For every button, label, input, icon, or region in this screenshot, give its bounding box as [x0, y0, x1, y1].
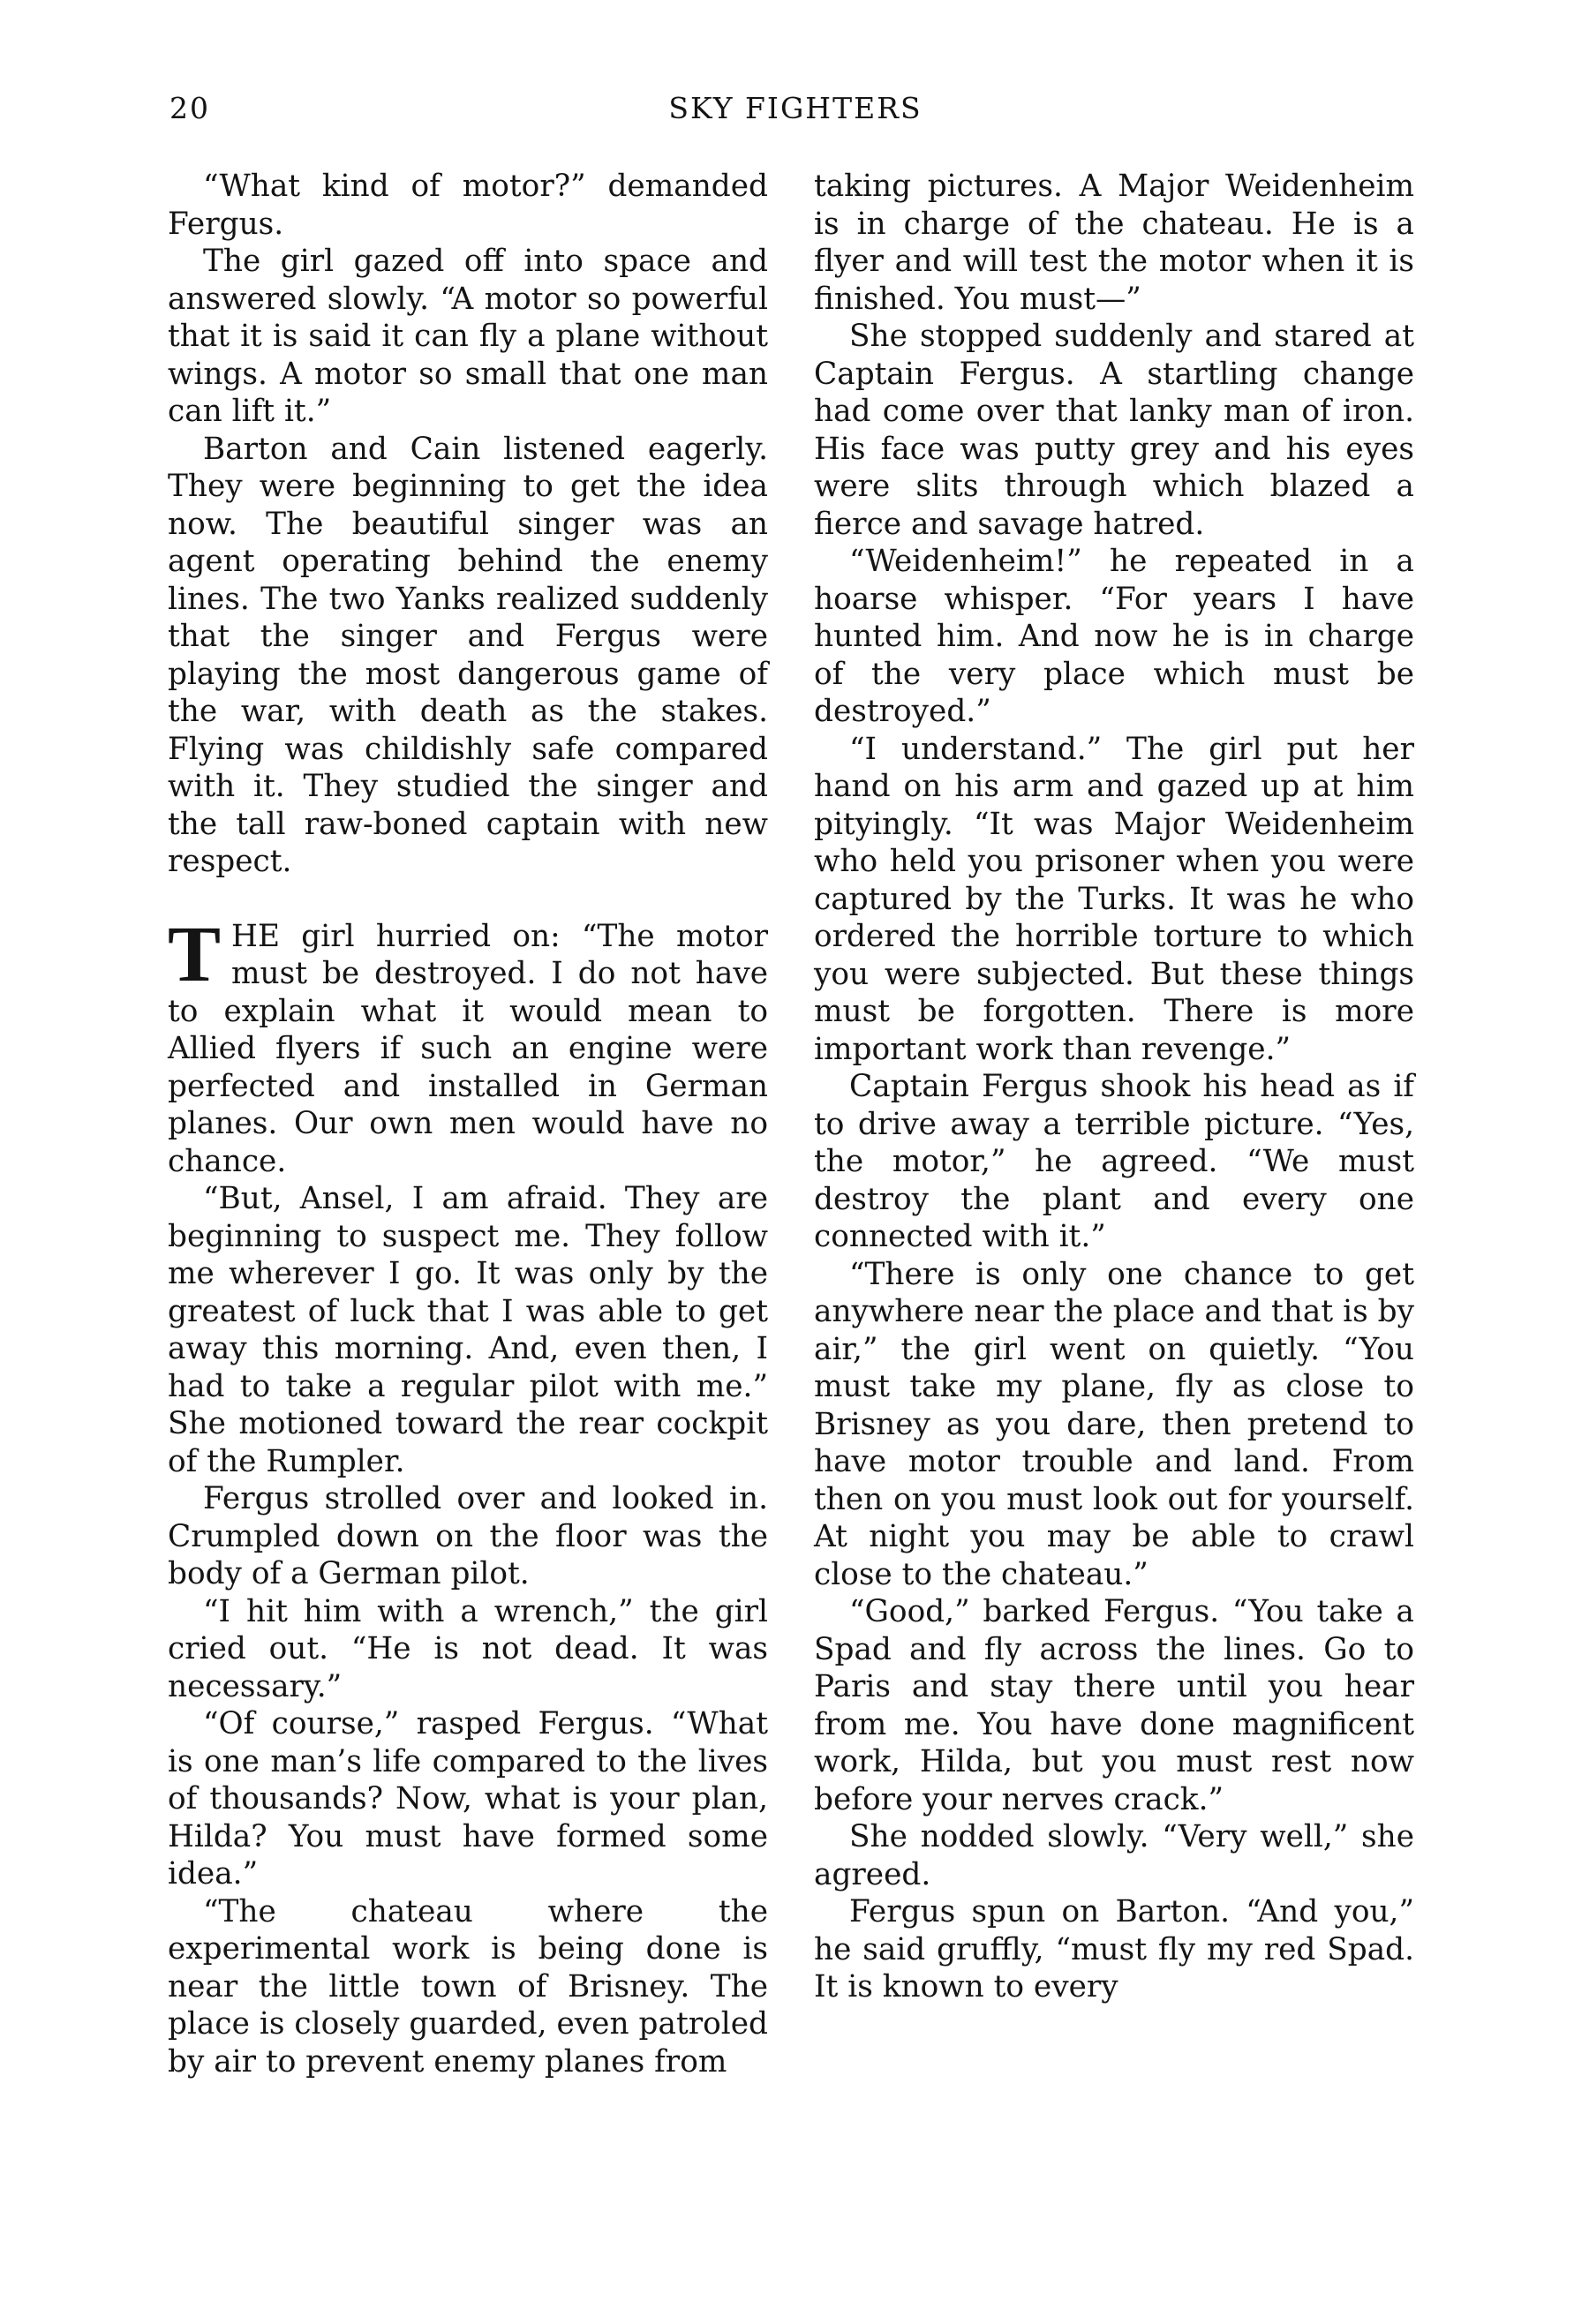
- paragraph: “Weidenheim!” he repeated in a hoarse whisper. “For years I have hunted him. And now he is in charge of the very place which must be destroyed.”: [814, 544, 1414, 729]
- paragraph: “I understand.” The girl put her hand on his arm and gazed up at him pityingly. “It was Major Weidenheim who held you prisoner when you were captured by the Turks. It was he who ordered the horrible torture to which you were subjected. But these things must be forgotten. There is more important work than revenge.”: [814, 731, 1414, 1067]
- paragraph: She stopped suddenly and stared at Captain Fergus. A startling change had come over that lanky man of iron. His face was putty grey and his eyes were slits through which blazed a fierce and savage hatred.: [814, 319, 1414, 542]
- paragraph: The girl gazed off into space and answered slowly. “A motor so powerful that it is said it can fly a plane without wings. A motor so small that one man can lift it.”: [168, 244, 768, 429]
- paragraph: “The chateau where the experimental work is being done is near the little town of Brisney. The place is closely guarded, even patroled by air to prevent enemy planes from: [168, 1893, 768, 2080]
- page-header: [169, 91, 1421, 135]
- page-number: 20: [169, 91, 210, 125]
- running-title: SKY FIGHTERS: [668, 91, 923, 125]
- right-column: [814, 168, 1414, 2006]
- paragraph: She nodded slowly. “Very well,” she agreed.: [814, 1819, 1414, 1892]
- paragraph: “Good,” barked Fergus. “You take a Spad and fly across the lines. Go to Paris and stay there until you hear from me. You have done magnificent work, Hilda, but you must rest now before your nerves crack.”: [814, 1594, 1414, 1817]
- paragraph: “What kind of motor?” demanded Fergus.: [168, 169, 768, 242]
- paragraph: Captain Fergus shook his head as if to drive away a terrible picture. “Yes, the motor,” he agreed. “We must destroy the plant and every one connected with it.”: [814, 1069, 1414, 1254]
- paragraph: “Of course,” rasped Fergus. “What is one man’s life compared to the lives of thousands? Now, what is your plan, Hilda? You must have formed some idea.”: [168, 1706, 768, 1892]
- paragraph: “There is only one chance to get anywhere near the place and that is by air,” the girl went on quietly. “You must take my plane, fly as close to Brisney as you dare, then pretend to have motor trouble and land. From then on you must look out for yourself. At night you may be able to crawl close to the chateau.”: [814, 1256, 1414, 1592]
- paragraph-text: girl hurried on: “The motor must be destroyed. I do not have to explain what it would mean to Allied flyers if such an engine were perfected and installed in German planes. Our own men would have no chance.: [168, 918, 768, 1179]
- paragraph: “I hit him with a wrench,” the girl cried out. “He is not dead. It was necessary.”: [168, 1593, 768, 1704]
- paragraph: Barton and Cain listened eagerly. They were beginning to get the idea now. The beautiful singer was an agent operating behind the enemy lines. The two Yanks realized suddenly that the singer and Fergus were playing the most dangerous game of the war, with death as the stakes. Flying was childishly safe compared with it. They studied the singer and the tall raw-boned captain with new respect.: [168, 431, 768, 879]
- section-opening-paragraph: [168, 910, 768, 1181]
- paragraph: Fergus spun on Barton. “And you,” he said gruffly, “must fly my red Spad. It is known to every: [814, 1894, 1414, 2004]
- paragraph: Fergus strolled over and looked in. Crumpled down on the floor was the body of a German pilot.: [168, 1481, 768, 1591]
- drop-cap: T: [168, 910, 222, 998]
- continued-paragraph: taking pictures. A Major Weidenheim is in charge of the chateau. He is a flyer and will test the motor when it is finished. You must—”: [814, 169, 1414, 317]
- paragraph: “But, Ansel, I am afraid. They are beginning to suspect me. They follow me wherever I go. It was only by the greatest of luck that I was able to get away this morning. And, even then, I had to take a regular pilot with me.” She motioned toward the rear cockpit of the Rumpler.: [168, 1181, 768, 1479]
- left-column: [168, 168, 768, 2080]
- lead-word: HE: [231, 918, 280, 954]
